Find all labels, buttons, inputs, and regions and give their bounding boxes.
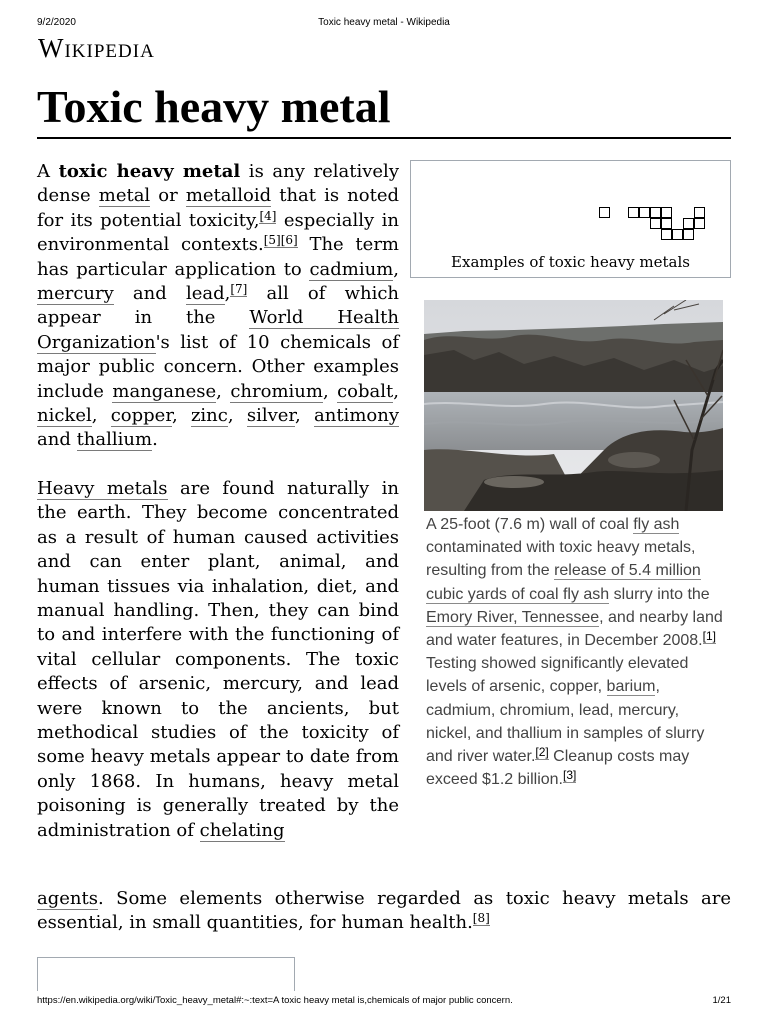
link-coal-fly-ash-release[interactable]: release of 5.4 million cubic yards of coal fly ash xyxy=(426,562,701,603)
infobox-caption: Examples of toxic heavy metals xyxy=(451,253,690,271)
link-chelating-agents[interactable]: agents xyxy=(37,888,98,909)
contents-box xyxy=(37,957,295,991)
link-emory-river[interactable]: Emory River, Tennessee xyxy=(426,608,600,626)
link-antimony[interactable]: antimony xyxy=(314,405,399,427)
element-cell[interactable] xyxy=(650,207,661,218)
link-cadmium[interactable]: cadmium xyxy=(309,258,394,280)
bold-term: toxic heavy metal xyxy=(58,161,241,182)
element-cell[interactable] xyxy=(694,207,705,218)
fly-ash-figure xyxy=(424,300,724,791)
page-count: 1/21 xyxy=(712,995,731,1006)
element-cell[interactable] xyxy=(683,218,694,229)
citation-1[interactable]: [1] xyxy=(702,629,716,644)
element-cell[interactable] xyxy=(599,207,610,218)
link-metalloid[interactable]: metalloid xyxy=(185,185,272,207)
citation-6[interactable]: [6] xyxy=(280,233,298,248)
lead-paragraph-1: A toxic heavy metal is any relatively dense metal or metalloid that is noted for its potential toxicity,[4] especially in environmental contexts.[5][6] The term has particular application to cadmium, mercury and lead,[7] all of which appear in the World Health Organization's list of 10 chemicals of major public concern. Other examples include manganese, chromium, cobalt, nickel, copper, zinc, silver, antimony and thallium. xyxy=(37,161,400,451)
element-cell[interactable] xyxy=(650,218,661,229)
element-cell[interactable] xyxy=(661,218,672,229)
print-date: 9/2/2020 xyxy=(37,17,76,28)
link-barium[interactable]: barium xyxy=(606,678,656,696)
link-cobalt[interactable]: cobalt xyxy=(337,380,394,402)
link-silver[interactable]: silver xyxy=(246,405,296,427)
print-footer xyxy=(37,995,731,1009)
citation-4[interactable]: [4] xyxy=(259,208,277,223)
citation-7[interactable]: [7] xyxy=(230,282,248,297)
element-cell[interactable] xyxy=(694,218,705,229)
wikipedia-wordmark[interactable]: Wikipedia xyxy=(38,33,155,63)
fly-ash-spill-photo[interactable] xyxy=(424,300,723,511)
element-cell[interactable] xyxy=(628,207,639,218)
link-mercury[interactable]: mercury xyxy=(37,283,114,305)
citation-5[interactable]: [5] xyxy=(263,233,281,248)
page-title: Toxic heavy metal xyxy=(37,80,731,139)
link-world-health-organization[interactable]: World Health Organization xyxy=(37,307,399,353)
element-cell[interactable] xyxy=(683,229,694,240)
element-cell[interactable] xyxy=(661,229,672,240)
periodic-table-infobox xyxy=(410,160,731,278)
link-thallium[interactable]: thallium xyxy=(76,429,153,451)
link-copper[interactable]: copper xyxy=(110,405,172,427)
print-document-title: Toxic heavy metal - Wikipedia xyxy=(318,17,450,28)
citation-2[interactable]: [2] xyxy=(535,745,549,760)
lead-paragraph-2-continued: agents. Some elements otherwise regarded as toxic heavy metals are essential, in small quantities, for human health.[8] xyxy=(37,888,731,934)
link-chromium[interactable]: chromium xyxy=(230,380,323,402)
periodic-table-highlight[interactable] xyxy=(599,207,719,247)
figure-caption: A 25-foot (7.6 m) wall of coal fly ash contaminated with toxic heavy metals, resulting from the release of 5.4 million cubic yards of coal fly ash slurry into the Emory River, Tennessee, and nearby land and water features, in December 2008.[1] Testing showed significantly elevated levels of arsenic, copper, barium, cadmium, chromium, lead, mercury, nickel, and thallium in samples of slurry and river water.[2] Cleanup costs may exceed $1.2 billion.[3] xyxy=(426,516,723,789)
citation-8[interactable]: [8] xyxy=(472,911,490,926)
link-nickel[interactable]: nickel xyxy=(37,405,92,427)
link-chelating-agents[interactable]: chelating xyxy=(199,819,285,841)
element-cell[interactable] xyxy=(661,207,672,218)
lead-paragraph-2: Heavy metals are found naturally in the earth. They become concentrated as a result of human caused activities and can enter plant, animal, and human tissues via inhalation, diet, and manual handling. Then, they can bind to and interfere with the functioning of vital cellular components. The toxic effects of arsenic, mercury, and lead were known to the ancients, but methodical studies of the toxicity of some heavy metals appear to date from only 1868. In humans, heavy metal poisoning is generally treated by the administration of chelating xyxy=(37,477,399,841)
link-fly-ash[interactable]: fly ash xyxy=(633,516,680,533)
citation-3[interactable]: [3] xyxy=(562,768,577,783)
lead-section xyxy=(37,160,399,843)
print-url: https://en.wikipedia.org/wiki/Toxic_heavy_metal#:~:text=A toxic heavy metal is,chemicals of major public concern. xyxy=(37,995,513,1006)
element-cell[interactable] xyxy=(639,207,650,218)
link-lead[interactable]: lead xyxy=(185,283,225,305)
link-zinc[interactable]: zinc xyxy=(190,405,228,427)
link-metal[interactable]: metal xyxy=(98,185,151,207)
link-heavy-metals[interactable]: Heavy metals xyxy=(37,477,168,499)
print-header xyxy=(37,17,731,31)
link-manganese[interactable]: manganese xyxy=(112,380,217,402)
element-cell[interactable] xyxy=(672,229,683,240)
